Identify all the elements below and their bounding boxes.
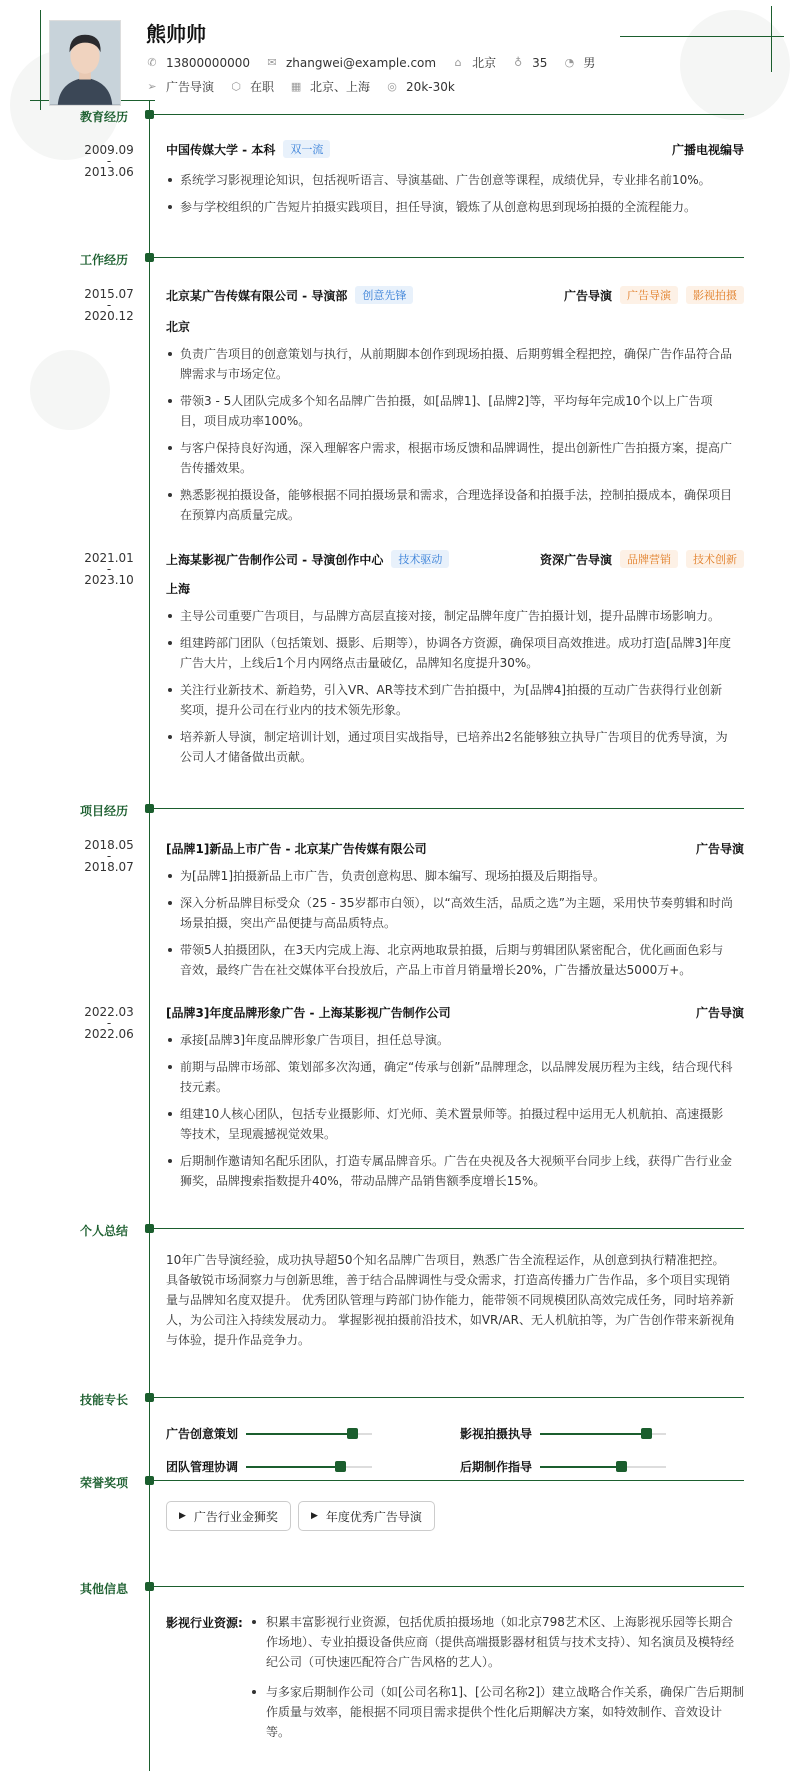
decor-line bbox=[771, 6, 772, 72]
job-text: 广告导演 bbox=[166, 80, 215, 94]
bullet-item: 与客户保持良好沟通，深入理解客户需求，根据市场反馈和品牌调性，提出创新性广告拍摄方案，提高广告传播效果。 bbox=[166, 438, 734, 478]
section-rule bbox=[154, 114, 744, 115]
timeline-line bbox=[149, 100, 150, 1771]
skill-knob bbox=[616, 1461, 627, 1472]
salary-item bbox=[386, 80, 455, 94]
date-end: 2023.10 bbox=[84, 573, 134, 587]
work-city: 北京 bbox=[166, 320, 191, 334]
project-bullets bbox=[166, 1030, 734, 1198]
skill-track bbox=[540, 1433, 666, 1435]
work-entry-head bbox=[166, 550, 744, 568]
contact-row bbox=[146, 54, 611, 71]
school-tag: 双一流 bbox=[283, 140, 330, 158]
section-marker bbox=[145, 253, 154, 262]
entry-right bbox=[696, 840, 744, 857]
skill-knob bbox=[641, 1428, 652, 1439]
education-bullets bbox=[166, 170, 734, 224]
city-text: 北京 bbox=[472, 56, 497, 70]
bullet-item: 组建跨部门团队（包括策划、摄影、后期等），协调各方资源，确保项目高效推进。成功打造[品牌3]年度广告大片，上线后1个月内网络点击量破亿，品牌知名度提升30%。 bbox=[166, 633, 734, 673]
other-label: 影视行业资源: bbox=[166, 1616, 243, 1630]
phone-text: 13800000000 bbox=[166, 55, 250, 70]
skill-fill bbox=[540, 1466, 622, 1468]
award-label: 年度优秀广告导演 bbox=[325, 1509, 422, 1524]
section-title-education: 教育经历 bbox=[80, 110, 129, 124]
section-rule bbox=[154, 808, 744, 809]
section-title-other: 其他信息 bbox=[80, 1582, 129, 1596]
entry-right bbox=[540, 550, 744, 568]
project-entry-head bbox=[166, 1004, 744, 1021]
date-dash: - bbox=[106, 849, 112, 863]
date-start: 2018.05 bbox=[84, 838, 134, 852]
skill-tag: 品牌营销 bbox=[620, 550, 678, 568]
date-range bbox=[84, 1004, 134, 1042]
skill-knob bbox=[335, 1461, 346, 1472]
other-bullets bbox=[250, 1612, 744, 1752]
project-role: 广告导演 bbox=[695, 842, 744, 856]
section-title-skills: 技能专长 bbox=[80, 1393, 129, 1407]
company-tag: 技术驱动 bbox=[391, 550, 449, 568]
skill-tag: 技术创新 bbox=[686, 550, 744, 568]
skill-track bbox=[246, 1433, 372, 1435]
building-icon: ▦ bbox=[290, 79, 302, 93]
bullet-item: 深入分析品牌目标受众（25 - 35岁都市白领），以“高效生活，品质之选”为主题，采用快节奏剪辑和时尚场景拍摄，突出产品便捷与高品质特点。 bbox=[166, 893, 734, 933]
play-icon: ▶ bbox=[179, 1511, 186, 1521]
bullet-item: 带领3 - 5人团队完成多个知名品牌广告拍摄，如[品牌1]、[品牌2]等，平均每年完成10个以上广告项目，项目成功率100%。 bbox=[166, 391, 734, 431]
entry-left bbox=[166, 1004, 451, 1021]
target-city-text: 北京、上海 bbox=[310, 80, 371, 94]
section-title-project: 项目经历 bbox=[80, 804, 129, 818]
email-text: zhangwei@example.com bbox=[285, 55, 437, 70]
skill-fill bbox=[246, 1433, 353, 1435]
company-tag: 创意先锋 bbox=[355, 286, 413, 304]
skill-tag: 广告导演 bbox=[620, 286, 678, 304]
entry-right bbox=[672, 141, 744, 158]
project-role: 广告导演 bbox=[695, 1006, 744, 1020]
entry-left bbox=[166, 286, 413, 304]
date-start: 2009.09 bbox=[84, 143, 134, 157]
bullet-item: 系统学习影视理论知识，包括视听语言、导演基础、广告创意等课程，成绩优异，专业排名前10%。 bbox=[166, 170, 734, 190]
project-name: [品牌3]年度品牌形象广告 - 上海某影视广告制作公司 bbox=[166, 1006, 451, 1020]
decor-line bbox=[620, 36, 784, 37]
section-marker bbox=[145, 1224, 154, 1233]
date-end: 2018.07 bbox=[84, 860, 134, 874]
phone-icon: ✆ bbox=[147, 55, 157, 69]
skill-item bbox=[166, 1458, 372, 1475]
age-item bbox=[512, 56, 547, 70]
school-name: 中国传媒大学 - 本科 bbox=[166, 142, 276, 157]
skill-name: 影视拍摄执导 bbox=[460, 1427, 533, 1441]
skill-item bbox=[460, 1425, 666, 1442]
decor-circle bbox=[30, 350, 110, 430]
bullet-item: 主导公司重要广告项目，与品牌方高层直接对接，制定品牌年度广告拍摄计划，提升品牌市场影响力。 bbox=[166, 606, 734, 626]
date-range bbox=[84, 550, 134, 588]
major: 广播电视编导 bbox=[671, 142, 744, 157]
target-city-item bbox=[290, 78, 370, 95]
entry-right bbox=[696, 1004, 744, 1021]
skill-track bbox=[246, 1466, 372, 1468]
section-marker bbox=[145, 110, 154, 119]
skill-name: 后期制作指导 bbox=[460, 1460, 533, 1474]
entry-left bbox=[166, 550, 449, 568]
date-dash: - bbox=[106, 154, 112, 168]
entry-right bbox=[564, 286, 744, 304]
skill-item bbox=[166, 1425, 372, 1442]
candidate-name: 熊帅帅 bbox=[146, 22, 206, 46]
section-rule bbox=[154, 1397, 744, 1398]
section-rule bbox=[154, 1480, 744, 1481]
bullet-item: 带领5人拍摄团队，在3天内完成上海、北京两地取景拍摄，后期与剪辑团队紧密配合，优化画面色彩与音效，最终广告在社交媒体平台投放后，产品上市首月销量增长20%，广告播放量达5000万+。 bbox=[166, 940, 734, 980]
job-title: 广告导演 bbox=[563, 288, 612, 303]
section-rule bbox=[154, 257, 744, 258]
salary-text: 20k-30k bbox=[406, 79, 455, 94]
work-entry-head bbox=[166, 286, 744, 304]
play-icon: ▶ bbox=[311, 1511, 318, 1521]
skill-name: 团队管理协调 bbox=[166, 1460, 239, 1474]
gender-icon: ◔ bbox=[564, 55, 575, 69]
summary-text: 10年广告导演经验，成功执导超50个知名品牌广告项目，熟悉广告全流程运作，从创意到执行精准把控。 具备敏锐市场洞察力与创新思维，善于结合品牌调性与受众需求，打造高传播力广告作品，多个项目实现销量与品牌知名度双提升。 优秀团队管理与跨部门协作能力，能带领不同规模团队高效完成任务，同时培养新人，为公司注入持续发展动力。 掌握影视拍摄前沿技术，如VR/AR、无人机航拍等，为广告创作带来新视角与体验，提升作品竞争力。 bbox=[166, 1253, 735, 1347]
education-entry-head bbox=[166, 140, 744, 158]
status-icon: ⬡ bbox=[231, 79, 241, 93]
city-item bbox=[452, 54, 496, 71]
section-rule bbox=[154, 1228, 744, 1229]
home-icon: ⌂ bbox=[454, 55, 462, 69]
work-city: 上海 bbox=[166, 582, 191, 596]
mail-icon: ✉ bbox=[267, 55, 277, 69]
company-name: 北京某广告传媒有限公司 - 导演部 bbox=[166, 288, 348, 303]
bullet-item: 为[品牌1]拍摄新品上市广告，负责创意构思、脚本编写、现场拍摄及后期指导。 bbox=[166, 866, 734, 886]
email-item[interactable] bbox=[266, 56, 436, 70]
date-start: 2022.03 bbox=[84, 1005, 134, 1019]
job-item bbox=[146, 78, 214, 95]
decor-circle bbox=[680, 10, 790, 120]
skill-item bbox=[460, 1458, 666, 1475]
section-marker bbox=[145, 1476, 154, 1485]
skill-fill bbox=[540, 1433, 647, 1435]
phone-item bbox=[146, 56, 250, 70]
project-entry-head bbox=[166, 840, 744, 857]
skill-name: 广告创意策划 bbox=[166, 1427, 239, 1441]
skill-fill bbox=[246, 1466, 341, 1468]
gender-item bbox=[563, 54, 595, 71]
date-end: 2020.12 bbox=[84, 309, 134, 323]
bullet-item: 熟悉影视拍摄设备，能够根据不同拍摄场景和需求，合理选择设备和拍摄手法，控制拍摄成本，确保项目在预算内高质量完成。 bbox=[166, 485, 734, 525]
section-title-summary: 个人总结 bbox=[80, 1224, 129, 1238]
award-label: 广告行业金狮奖 bbox=[193, 1509, 278, 1524]
status-item bbox=[230, 78, 274, 95]
job-row bbox=[146, 78, 471, 95]
coin-icon: ◎ bbox=[387, 79, 397, 93]
date-dash: - bbox=[106, 298, 112, 312]
cake-icon: ♁ bbox=[514, 55, 523, 69]
bullet-item: 积累丰富影视行业资源，包括优质拍摄场地（如北京798艺术区、上海影视乐园等长期合作场地）、专业拍摄设备供应商（提供高端摄影器材租赁与技术支持）、知名演员及模特经纪公司（可快速匹配符合广告风格的艺人）。 bbox=[250, 1612, 744, 1672]
entry-left bbox=[166, 840, 427, 857]
skill-tag: 影视拍摄 bbox=[686, 286, 744, 304]
project-name: [品牌1]新品上市广告 - 北京某广告传媒有限公司 bbox=[166, 842, 427, 856]
section-title-awards: 荣誉奖项 bbox=[80, 1476, 129, 1490]
company-name: 上海某影视广告制作公司 - 导演创作中心 bbox=[166, 552, 384, 567]
award-chip bbox=[298, 1501, 435, 1531]
avatar bbox=[49, 20, 121, 106]
skill-track bbox=[540, 1466, 666, 1468]
send-icon: ➢ bbox=[147, 79, 157, 93]
bullet-item: 负责广告项目的创意策划与执行，从前期脚本创作到现场拍摄、后期剪辑全程把控，确保广告作品符合品牌需求与市场定位。 bbox=[166, 344, 734, 384]
date-end: 2013.06 bbox=[84, 165, 134, 179]
bullet-item: 前期与品牌市场部、策划部多次沟通，确定“传承与创新”品牌理念，以品牌发展历程为主线，结合现代科技元素。 bbox=[166, 1057, 734, 1097]
date-start: 2015.07 bbox=[84, 287, 134, 301]
skill-knob bbox=[347, 1428, 358, 1439]
award-chip bbox=[166, 1501, 291, 1531]
bullet-item: 后期制作邀请知名配乐团队，打造专属品牌音乐。广告在央视及各大视频平台同步上线，获得广告行业金狮奖，品牌搜索指数提升40%，带动品牌产品销售额季度增长15%。 bbox=[166, 1151, 734, 1191]
project-bullets bbox=[166, 866, 734, 987]
bullet-item: 组建10人核心团队，包括专业摄影师、灯光师、美术置景师等。拍摄过程中运用无人机航拍、高速摄影等技术，呈现震撼视觉效果。 bbox=[166, 1104, 734, 1144]
work-bullets bbox=[166, 344, 734, 532]
date-end: 2022.06 bbox=[84, 1027, 134, 1041]
section-marker bbox=[145, 804, 154, 813]
bullet-item: 承接[品牌3]年度品牌形象广告项目，担任总导演。 bbox=[166, 1030, 734, 1050]
date-range bbox=[84, 142, 134, 180]
bullet-item: 与多家后期制作公司（如[公司名称1]、[公司名称2]）建立战略合作关系，确保广告后期制作质量与效率，能根据不同项目需求提供个性化后期解决方案，如特效制作、音效设计等。 bbox=[250, 1682, 744, 1742]
avatar-photo bbox=[50, 21, 120, 105]
entry-left bbox=[166, 140, 330, 158]
date-dash: - bbox=[106, 562, 112, 576]
status-text: 在职 bbox=[250, 80, 275, 94]
work-bullets bbox=[166, 606, 734, 774]
date-range bbox=[84, 837, 134, 875]
section-title-work: 工作经历 bbox=[80, 253, 129, 267]
section-marker bbox=[145, 1393, 154, 1402]
age-text: 35 bbox=[532, 55, 548, 70]
section-rule bbox=[154, 1586, 744, 1587]
job-title: 资深广告导演 bbox=[539, 552, 612, 567]
decor-line bbox=[40, 10, 41, 110]
bullet-item: 关注行业新技术、新趋势，引入VR、AR等技术到广告拍摄中，为[品牌4]拍摄的互动广告获得行业创新奖项，提升公司在行业内的技术领先形象。 bbox=[166, 680, 734, 720]
bullet-item: 参与学校组织的广告短片拍摄实践项目，担任导演，锻炼了从创意构思到现场拍摄的全流程能力。 bbox=[166, 197, 734, 217]
date-range bbox=[84, 286, 134, 324]
gender-text: 男 bbox=[583, 56, 596, 70]
section-marker bbox=[145, 1582, 154, 1591]
date-start: 2021.01 bbox=[84, 551, 134, 565]
date-dash: - bbox=[106, 1016, 112, 1030]
bullet-item: 培养新人导演，制定培训计划，通过项目实战指导，已培养出2名能够独立执导广告项目的优秀导演，为公司人才储备做出贡献。 bbox=[166, 727, 734, 767]
